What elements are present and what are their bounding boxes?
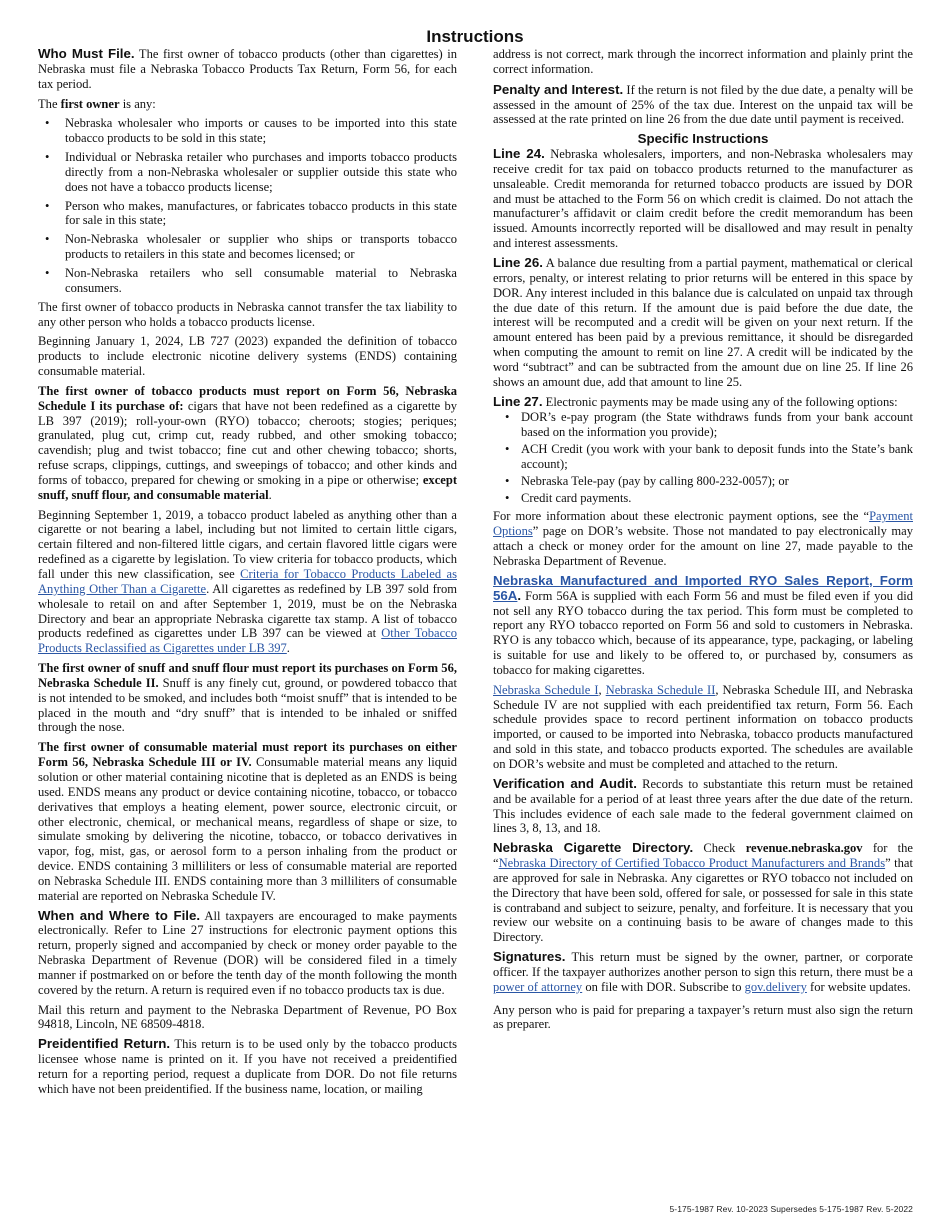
first-owner-list — [38, 116, 457, 295]
signatures-text-1: This return must be signed by the owner, partner, or corporate officer. If the taxpayer authorizes another person to sign this return, there must be a — [493, 950, 913, 979]
directory-text: ” that are approved for sale in Nebraska. Any cigarettes or RYO tobacco not included on the Directory that have been sold, offered for sale, or possessed for sale in this state is contraband and subject to seizure, penalty, and forfeiture. It is necessary that you review our website on a continuing basis to be aware of changes made to this Directory. — [493, 856, 913, 945]
line24-paragraph — [493, 147, 913, 251]
who-must-file-text: The first owner of tobacco products (other than cigarettes) in Nebraska must file a Nebraska Tobacco Products Tax Return, Form 56, for each tax period. — [38, 47, 457, 91]
directory-heading: Nebraska Cigarette Directory. — [493, 840, 694, 856]
lb397-paragraph — [38, 508, 457, 656]
directory-link[interactable]: Nebraska Directory of Certified Tobacco Product Manufacturers and Brands — [498, 856, 886, 871]
penalty-paragraph — [493, 83, 913, 128]
preidentified-paragraph — [38, 1037, 457, 1096]
schedule-i-paragraph — [38, 384, 457, 503]
payment-options-list — [493, 410, 913, 505]
payment-options-link[interactable]: Payment Options — [493, 509, 913, 539]
ryo-paragraph — [493, 574, 913, 678]
line26-text: A balance due resulting from a partial payment, mathematical or clerical errors, penalty, or interest relating to prior returns will be entered in this space by DOR. Any interest included in this balance due is calculated on unpaid tax through the due date of this return. If the amount due is paid before the due date, the interest will be recomputed and a credit will be given on your next return. If the amount entered has been paid by a previous remittance, it should be disregarded when computing the amount to remit on line 27. A credit will be indicated by the word “subtract” and can be subtracted from the amount due on line 25. If line 26 shows an amount due, add that amount to line 25. — [493, 255, 914, 389]
who-must-file-heading: Who Must File. — [38, 46, 135, 61]
list-item: • Individual or Nebraska retailer who purchases and imports tobacco products directly from a non-Nebraska wholesaler or supplier outside this state who does not have a tobacco products license; — [38, 150, 457, 195]
preparer-paragraph: Any person who is paid for preparing a taxpayer’s return must also sign the return as preparer. — [493, 1002, 913, 1032]
first-owner-intro — [38, 97, 457, 112]
list-item: • Non-Nebraska retailers who sell consumable material to Nebraska consumers. — [38, 266, 457, 296]
first-owner-post: is any: — [122, 96, 156, 111]
when-where-paragraph — [38, 909, 457, 998]
verification-heading: Verification and Audit. — [493, 775, 637, 791]
power-of-attorney-link[interactable]: power of attorney — [493, 979, 583, 994]
lb397-text-2: . All cigarettes as redefined by LB 397 sold from wholesale to retail on and after September 1, 2019, must be on the Nebraska Directory and bear an appropriate Nebraska cigarette tax stamp. A list of tobacco products redefined as cigarettes under LB 397 can be viewed at — [38, 581, 457, 641]
line26-paragraph — [493, 256, 913, 390]
line24-text: Nebraska wholesalers, importers, and non-Nebraska wholesalers may receive credit for tax paid on tobacco products returned to the manufacturer as unsaleable. Credit memoranda for returned tobacco products are issued by DOR and must be attached to the Form 56 on which credit is claimed. Do not attach the manufacturer’s affidavit or claim credit before the credit memorandum has been issued. Amounts incorrectly reported will be disallowed and may result in penalty and interest assessments. — [493, 147, 914, 251]
line27-paragraph — [493, 395, 913, 410]
signatures-paragraph — [493, 950, 913, 995]
schedules-paragraph — [493, 683, 913, 772]
transfer-paragraph: The first owner of tobacco products in Nebraska cannot transfer the tax liability to any other person who holds a tobacco products license. — [38, 299, 457, 329]
list-item: • ACH Credit (you work with your bank to deposit funds into the State’s bank account); — [493, 442, 913, 472]
specific-instructions-heading: Specific Instructions — [637, 131, 769, 147]
directory-site: revenue.nebraska.gov — [745, 841, 863, 856]
preidentified-heading: Preidentified Return. — [38, 1036, 171, 1052]
left-column — [38, 47, 457, 1102]
list-item: • Nebraska Tele-pay (pay by calling 800-232-0057); or — [493, 474, 913, 489]
directory-mid: for the “ — [493, 841, 913, 871]
directory-pre: Check — [703, 841, 736, 856]
schedule-iii-text: Consumable material means any liquid solution or other material containing nicotine that is depleted as an ENDS is being used. ENDS means any product or device containing nicotine, tobacco, or tobacco derivatives that employs a heating element, power source, electronic circuit, or other electronic, chemical, or mechanical means, regardless of shape or size, to simulate smoking by delivering the nicotine, tobacco, or tobacco derivatives in vapor, fog, mist, gas, or aerosol form to a person inhaling from the product or device. ENDS containing 3 milliliters or less of consumable material are reported on Nebraska Schedule III. ENDS containing more than 3 milliliters of consumable material are reported on Nebraska Schedule IV. — [38, 755, 457, 903]
gov-delivery-link[interactable]: gov.delivery — [744, 979, 807, 994]
line26-heading: Line 26. — [493, 254, 543, 270]
schedules-sep: , — [598, 682, 602, 697]
preidentified-text: This return is to be used only by the tobacco products licensee whose name is printed on it. If you have not received a preidentified return for a reporting period, request a duplicate from DOR. Do not file returns which have not been preidentified. If the business name, location, or mailing — [38, 1037, 457, 1096]
right-column — [493, 47, 913, 1037]
line27-heading: Line 27. — [493, 393, 543, 409]
verification-paragraph — [493, 777, 913, 836]
schedules-text: , Nebraska Schedule III, and Nebraska Schedule IV are not supplied with each preidentified tax return, Form 56. Each schedule provides space to record pertinent information on tobacco products imported, or caused to be imported into Nebraska, tobacco products manufactured and sold in this state, and tobacco products exported. The schedules are available on DOR’s website and must be completed and attached to the return. — [493, 682, 913, 771]
verification-text: Records to substantiate this return must be retained and be available for a period of at least three years after the due date of the return. This includes evidence of each sale made to the federal government claimed on lines 3, 8, 13, and 18. — [493, 776, 913, 836]
list-item: • Person who makes, manufactures, or fabricates tobacco products in this state for sale in this state; — [38, 199, 457, 229]
line27-text: Electronic payments may be made using any of the following options: — [545, 394, 898, 409]
list-item: • DOR’s e-pay program (the State withdraws funds from your bank account based on the information you provide); — [493, 410, 913, 440]
first-owner-bold: first owner — [60, 96, 120, 111]
who-must-file-paragraph — [38, 47, 457, 92]
schedule-i-bold: The first owner of tobacco products must report on Form 56, Nebraska Schedule I its purchase of: — [38, 383, 457, 413]
signatures-text-2: on file with DOR. Subscribe to — [585, 979, 742, 994]
ryo-text: Form 56A is supplied with each Form 56 and must be filed even if you did not sell any RYO tobacco during the tax period. This form must be completed to report any RYO tobacco reported on Form 56 and sold to customers in Nebraska. RYO is any tobacco which, because of its appearance, type, packaging, or labeling is suitable for use and likely to be offered to, or purchased by, consumers as tobacco for making cigarettes. — [493, 588, 914, 677]
schedule-ii-text: Snuff is any finely cut, ground, or powdered tobacco that is not intended to be smoked, and includes both “moist snuff” that is intended to be placed in the mouth and “dry snuff” that is intended to be inhaled or sniffed through the nose. — [38, 675, 457, 735]
address-continuation: address is not correct, mark through the incorrect information and plainly print the correct information. — [493, 47, 913, 76]
schedule-ii-bold: The first owner of snuff and snuff flour must report its purchases on Form 56, Nebraska Schedule II. — [38, 661, 457, 690]
ryo-heading-end: . — [517, 587, 522, 603]
directory-paragraph — [493, 841, 913, 945]
list-item: • Non-Nebraska wholesaler or supplier who ships or transports tobacco products to retailers in this state and becomes licensed; or — [38, 232, 457, 262]
first-owner-pre: The — [38, 96, 58, 111]
schedule-i-text: cigars that have not been redefined as a cigarette by LB 397 (2019); roll-your-own (RYO) tobacco; cheroots; stogies; periques; granulated, plug cut, crimp cut, ready rubbed, and other smoking tobacco; cavendish; plug and twist tobacco; fine cut and other chewing tobacco; shorts, refuse scraps, clippings, cuttings, and sweepings of tobacco; and other kinds and forms of tobacco, prepared for chewing or smoking in a pipe or otherwise; — [38, 398, 458, 487]
criteria-link[interactable]: Criteria for Tobacco Products Labeled as Anything Other Than a Cigarette — [38, 567, 457, 596]
schedule-ii-link[interactable]: Nebraska Schedule II — [605, 682, 716, 697]
when-where-heading: When and Where to File. — [38, 907, 201, 923]
form-revision-footer: 5-175-1987 Rev. 10-2023 Supersedes 5-175-1987 Rev. 5-2022 — [669, 1204, 913, 1214]
ryo-form-56a-link[interactable]: Nebraska Manufactured and Imported RYO Sales Report, Form 56A — [493, 572, 913, 603]
signatures-heading: Signatures. — [493, 949, 566, 965]
line24-heading: Line 24. — [493, 146, 545, 162]
list-item: • Nebraska wholesaler who imports or causes to be imported into this state tobacco products to be sold in this state; — [38, 116, 457, 146]
schedule-iii-bold: The first owner of consumable material must report its purchases on either Form 56, Nebraska Schedule III or IV. — [38, 740, 457, 770]
payment-more-post: ” page on DOR’s website. Those not mandated to pay electronically may attach a check or money order for the amount on line 27, made payable to the Nebraska Department of Revenue. — [493, 524, 913, 568]
schedule-i-end: . — [268, 487, 272, 502]
reclassified-link[interactable]: Other Tobacco Products Reclassified as Cigarettes under LB 397 — [38, 626, 457, 656]
schedule-ii-paragraph — [38, 661, 457, 735]
when-where-text: All taxpayers are encouraged to make payments electronically. Refer to Line 27 instructions for electronic payment options this return, properly signed and accompanied by check or money order payable to the Nebraska Department of Revenue (DOR) will be considered filed in a timely manner if postmarked on or before the tenth day of the month following the month covered by the return. A return is required even if no tobacco products tax is due. — [38, 908, 457, 997]
mail-paragraph: Mail this return and payment to the Nebraska Department of Revenue, PO Box 94818, Lincoln, NE 68509-4818. — [38, 1002, 457, 1032]
ends-paragraph: Beginning January 1, 2024, LB 727 (2023) expanded the definition of tobacco products to include electronic nicotine delivery systems (ENDS) containing consumable material. — [38, 334, 457, 379]
penalty-text: If the return is not filed by the due date, a penalty will be assessed in the amount of 25% of the tax due. Interest on the unpaid tax will be assessed at the rate printed on line 26 from the due date until payment is received. — [493, 82, 914, 127]
payment-more-pre: For more information about these electronic payment options, see the “ — [493, 509, 870, 524]
list-item: • Credit card payments. — [493, 491, 913, 506]
schedule-iii-paragraph — [38, 740, 457, 903]
page-title: Instructions — [426, 27, 524, 46]
schedule-i-link[interactable]: Nebraska Schedule I — [493, 682, 599, 697]
payment-more-paragraph — [493, 509, 913, 568]
lb397-end: . — [286, 641, 290, 656]
penalty-heading: Penalty and Interest. — [493, 81, 624, 97]
lb397-text-1: Beginning September 1, 2019, a tobacco product labeled as anything other than a cigarette or not bearing a label, including but not limited to certain little cigars, certain filtered and non-filtered little cigars, and certain flavored little cigars were redefined as a cigarette by legislation. To view criteria for tobacco products, which fall under this new classification, see — [38, 507, 457, 581]
signatures-text-3: for website updates. — [810, 979, 911, 994]
schedule-i-except: except snuff, snuff flour, and consumable material — [38, 472, 457, 502]
